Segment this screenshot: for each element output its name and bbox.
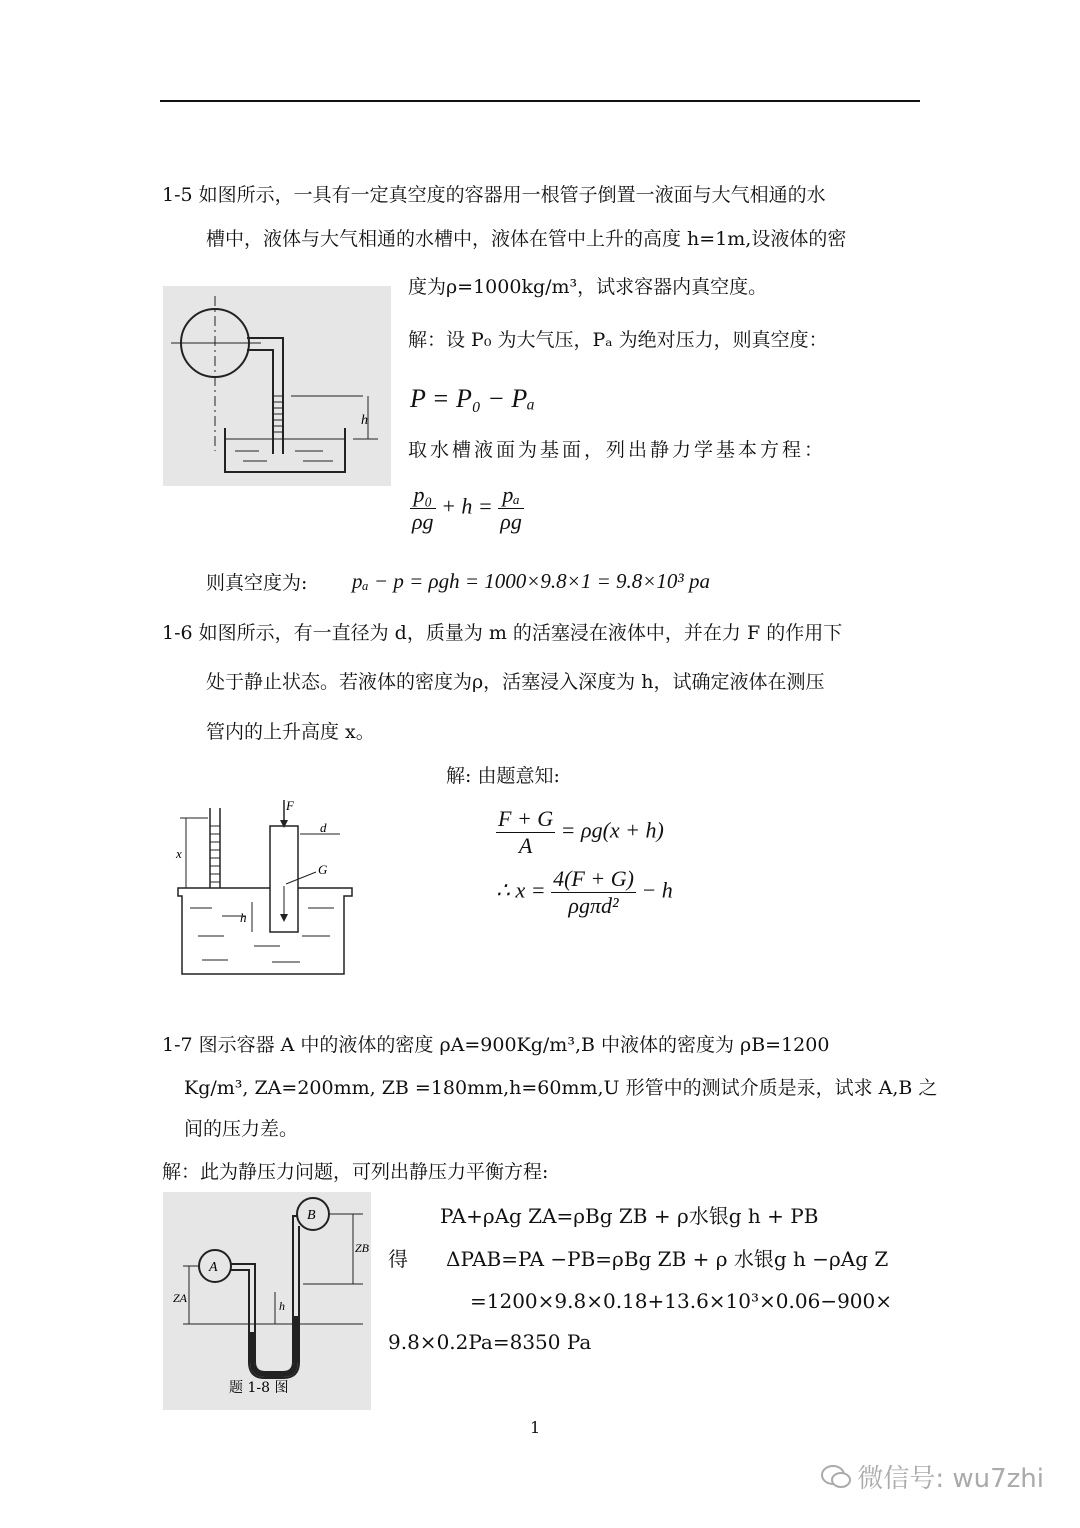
p15-line1: 1-5 如图所示，一具有一定真空度的容器用一根管子倒置一液面与大气相通的水 xyxy=(162,184,826,206)
wechat-icon xyxy=(821,1464,851,1490)
fig17-label-A: A xyxy=(209,1260,218,1275)
p16-eq2-rhs: − h xyxy=(641,877,673,903)
header-rule xyxy=(160,100,920,102)
fig17-label-h: h xyxy=(279,1299,285,1313)
fig17-label-B: B xyxy=(307,1208,316,1223)
p16-eq2-lhs: ∴ x = xyxy=(496,877,546,903)
p16-line3: 管内的上升高度 x。 xyxy=(206,721,375,743)
p17-eq2: ΔPAB=PA −PB=ρBg ZB + ρ 水银g h −ρAg Z xyxy=(446,1247,889,1271)
fig17-label-ZB: ZB xyxy=(355,1241,370,1255)
fig16-label-x: x xyxy=(176,846,182,861)
page-number: 1 xyxy=(530,1418,541,1437)
p16-line1: 1-6 如图所示，有一直径为 d，质量为 m 的活塞浸在液体中，并在力 F 的作用下 xyxy=(162,622,843,644)
p15-eq2 xyxy=(410,482,524,535)
fig16-label-F: F xyxy=(286,798,294,813)
eq2-right-num: pₐ xyxy=(498,482,524,509)
p15-result-eq: pₐ − p = ρgh = 1000×9.8×1 = 9.8×10³ pa xyxy=(352,569,710,593)
p17-line2: Kg/m³, ZA=200mm, ZB =180mm,h=60mm,U 形管中的测试介质是汞，试求 A,B 之 xyxy=(184,1077,938,1099)
p15-eq1: P = P₀ − Pₐ xyxy=(410,384,535,413)
figure-1-7 xyxy=(163,1192,371,1410)
fig15-label-h: h xyxy=(361,413,368,428)
p17-line3: 间的压力差。 xyxy=(184,1118,299,1140)
p16-eq1 xyxy=(496,806,664,859)
p17-eq3: =1200×9.8×0.18+13.6×10³×0.06−900× xyxy=(470,1289,893,1313)
watermark-text: 微信号: wu7zhi xyxy=(857,1464,1044,1494)
fig17-label-ZA: ZA xyxy=(173,1291,188,1305)
eq2-mid: + h = xyxy=(441,493,493,519)
p16-eq2 xyxy=(496,866,673,919)
p17-eq4: 9.8×0.2Pa=8350 Pa xyxy=(388,1330,592,1354)
watermark xyxy=(821,1458,1044,1495)
p16-eq1-den: A xyxy=(518,833,533,858)
eq2-right-den: ρg xyxy=(500,509,522,534)
fig17-caption: 题 1-8 图 xyxy=(229,1380,289,1396)
p16-eq2-den: ρgπd² xyxy=(568,893,619,918)
p16-eq1-rhs: = ρg(x + h) xyxy=(560,817,664,843)
p15-sol2: 取水槽液面为基面，列出静力学基本方程： xyxy=(408,439,827,461)
p16-eq1-num: F + G xyxy=(498,806,554,831)
fig16-label-h: h xyxy=(240,910,247,925)
p17-eq1: PA+ρAg ZA=ρBg ZB + ρ水银g h + PB xyxy=(440,1204,819,1228)
p15-line2: 槽中，液体与大气相通的水槽中，液体在管中上升的高度 h=1m,设液体的密 xyxy=(206,228,847,250)
p15-sol1: 解：设 P₀ 为大气压，Pₐ 为绝对压力，则真空度： xyxy=(408,329,828,351)
p15-line3: 度为ρ=1000kg/m³，试求容器内真空度。 xyxy=(408,276,768,298)
p17-eq2-prefix: 得 xyxy=(388,1247,408,1271)
p16-sol: 解: 由题意知: xyxy=(446,765,560,787)
p17-line1: 1-7 图示容器 A 中的液体的密度 ρA=900Kg/m³,B 中液体的密度为 ρB=1200 xyxy=(162,1034,830,1056)
eq2-left-num: p₀ xyxy=(410,482,436,509)
p15-result-label: 则真空度为: xyxy=(206,572,308,594)
figure-1-5 xyxy=(163,286,391,486)
p16-eq2-num: 4(F + G) xyxy=(553,866,634,891)
eq2-left-den: ρg xyxy=(412,509,434,534)
figure-1-6 xyxy=(162,796,362,980)
p16-line2: 处于静止状态。若液体的密度为ρ，活塞浸入深度为 h，试确定液体在测压 xyxy=(206,671,825,693)
fig16-label-d: d xyxy=(320,820,327,835)
p17-sol: 解：此为静压力问题，可列出静压力平衡方程: xyxy=(162,1161,549,1183)
fig16-label-G: G xyxy=(318,862,328,877)
